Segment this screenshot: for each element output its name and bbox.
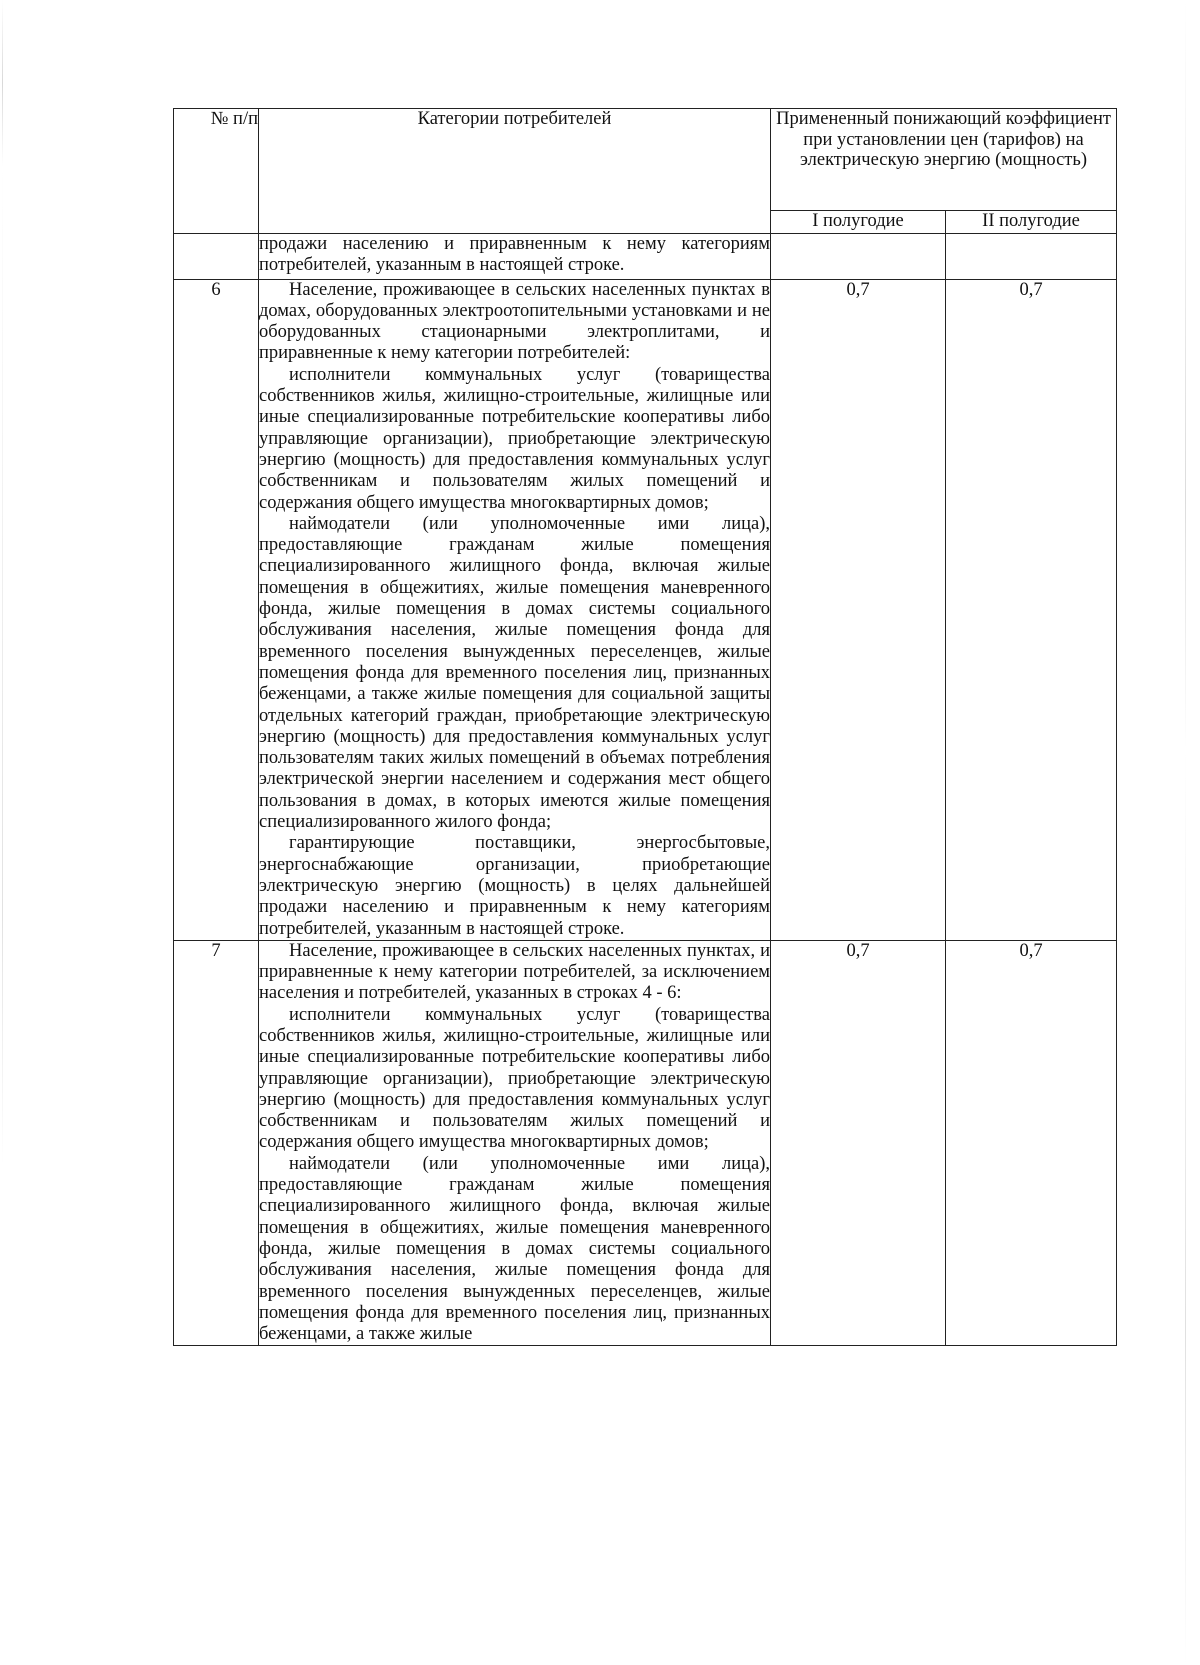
row-half2-value: 0,7 [946, 279, 1117, 940]
row-num [174, 234, 259, 280]
table-row [174, 279, 1117, 940]
table-row [174, 940, 1117, 1346]
row-half1-value [771, 234, 946, 280]
header-coefficient: Примененный понижающий коэффициент при установлении цен (тарифов) на электрическую энергию (мощность) [771, 109, 1117, 211]
row-half1-value: 0,7 [771, 279, 946, 940]
row-half2-value [946, 234, 1117, 280]
row-category [259, 279, 771, 940]
header-half1: I полугодие [771, 211, 946, 234]
row-category [259, 234, 771, 280]
scan-edge-right [1185, 0, 1186, 1665]
row-num: 7 [174, 940, 259, 1346]
scan-edge-left [2, 0, 3, 1665]
row-category [259, 940, 771, 1346]
row-num: 6 [174, 279, 259, 940]
row-half2-value: 0,7 [946, 940, 1117, 1346]
category-paragraph: исполнители коммунальных услуг (товарищества собственников жилья, жилищно-строительные, жилищные или иные специализированные потребительские кооперативы либо управляющие организации), приобретающие электрическую энергию (мощность) для предоставления коммунальных услуг собственникам и пользователям жилых помещений и содержания общего имущества многоквартирных домов; [259, 364, 770, 513]
category-paragraph: Население, проживающее в сельских населенных пунктах, и приравненные к нему категории потребителей, за исключением населения и потребителей, указанных в строках 4 - 6: [259, 940, 770, 1004]
row-half1-value: 0,7 [771, 940, 946, 1346]
category-paragraph: продажи населению и приравненным к нему категориям потребителей, указанным в настоящей строке. [259, 234, 770, 276]
table-header [174, 109, 1117, 234]
category-paragraph: гарантирующие поставщики, энергосбытовые, энергоснабжающие организации, приобретающие электрическую энергию (мощность) в целях дальнейшей продажи населению и приравненным к нему категориям потребителей, указанным в настоящей строке. [259, 833, 770, 939]
tariff-coefficient-table [173, 108, 1117, 1346]
category-paragraph: исполнители коммунальных услуг (товарищества собственников жилья, жилищно-строительные, жилищные или иные специализированные потребительские кооперативы либо управляющие организации), приобретающие электрическую энергию (мощность) для предоставления коммунальных услуг собственникам и пользователям жилых помещений и содержания общего имущества многоквартирных домов; [259, 1004, 770, 1153]
category-paragraph: наймодатели (или уполномоченные ими лица), предоставляющие гражданам жилые помещения специализированного жилищного фонда, включая жилые помещения в общежитиях, жилые помещения маневренного фонда, жилые помещения в домах системы социального обслуживания населения, жилые помещения фонда для временного поселения вынужденных переселенцев, жилые помещения фонда для временного поселения лиц, признанных беженцами, а также жилые помещения для социальной защиты отдельных категорий граждан, приобретающие электрическую энергию (мощность) для предоставления коммунальных услуг пользователям таких жилых помещений в объемах потребления электрической энергии населением и содержания мест общего пользования в домах, в которых имеются жилые помещения специализированного жилого фонда; [259, 513, 770, 833]
header-num: № п/п [174, 109, 259, 234]
header-half2: II полугодие [946, 211, 1117, 234]
table-row [174, 234, 1117, 280]
category-paragraph: наймодатели (или уполномоченные ими лица), предоставляющие гражданам жилые помещения специализированного жилищного фонда, включая жилые помещения в общежитиях, жилые помещения маневренного фонда, жилые помещения в домах системы социального обслуживания населения, жилые помещения фонда для временного поселения вынужденных переселенцев, жилые помещения фонда для временного поселения лиц, признанных беженцами, а также жилые [259, 1153, 770, 1345]
category-paragraph: Население, проживающее в сельских населенных пунктах в домах, оборудованных электроотопительными установками и не оборудованных стационарными электроплитами, и приравненные к нему категории потребителей: [259, 279, 770, 364]
header-category: Категории потребителей [259, 109, 771, 234]
